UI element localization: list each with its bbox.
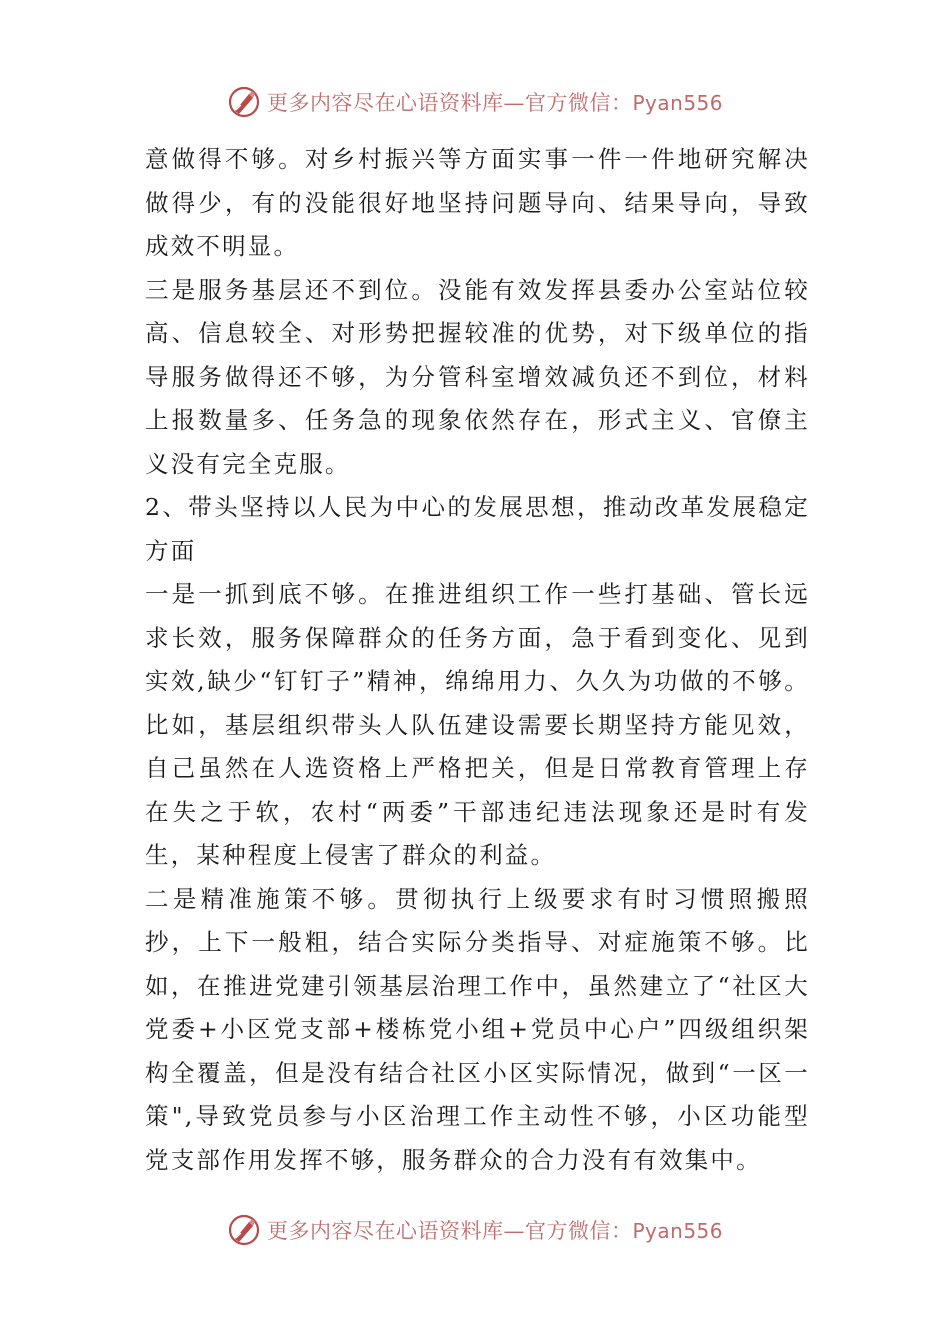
header-banner-label: 更多内容尽在心语资料库—官方微信： bbox=[266, 91, 633, 115]
header-banner bbox=[0, 82, 950, 122]
footer-banner-text bbox=[267, 1215, 723, 1245]
section-heading-2: 2、带头坚持以人民为中心的发展思想，推动改革发展稳定方面 bbox=[145, 493, 810, 565]
header-wechat-id: Pyan556 bbox=[632, 91, 723, 115]
pen-nib-logo-icon bbox=[227, 85, 261, 119]
document-body bbox=[145, 138, 810, 1182]
footer-banner-label: 更多内容尽在心语资料库—官方微信： bbox=[266, 1219, 633, 1243]
paragraph-1: 意做得不够。对乡村振兴等方面实事一件一件地研究解决做得少，有的没能很好地坚持问题导向、结果导向，导致成效不明显。 bbox=[145, 145, 810, 260]
pen-nib-logo-icon bbox=[227, 1213, 261, 1247]
paragraph-4: 二是精准施策不够。贯彻执行上级要求有时习惯照搬照抄，上下一般粗，结合实际分类指导、对症施策不够。比如，在推进党建引领基层治理工作中，虽然建立了“社区大党委+小区党支部+楼栋党小组+党员中心户”四级组织架构全覆盖，但是没有结合社区小区实际情况，做到“一区一策",导致党员参与小区治理工作主动性不够，小区功能型党支部作用发挥不够，服务群众的合力没有有效集中。 bbox=[145, 884, 810, 1174]
footer-banner bbox=[0, 1210, 950, 1250]
footer-wechat-id: Pyan556 bbox=[632, 1219, 723, 1243]
header-banner-text bbox=[267, 87, 723, 117]
paragraph-2: 三是服务基层还不到位。没能有效发挥县委办公室站位较高、信息较全、对形势把握较准的优势，对下级单位的指导服务做得还不够，为分管科室增效减负还不到位，材料上报数量多、任务急的现象依然存在，形式主义、官僚主义没有完全克服。 bbox=[145, 275, 810, 478]
paragraph-3: 一是一抓到底不够。在推进组织工作一些打基础、管长远求长效，服务保障群众的任务方面，急于看到变化、见到实效,缺少“钉钉子”精神，绵绵用力、久久为功做的不够。比如，基层组织带头人队伍建设需要长期坚持方能见效，自己虽然在人选资格上严格把关，但是日常教育管理上存在失之于软，农村“两委”干部违纪违法现象还是时有发生，某种程度上侵害了群众的利益。 bbox=[145, 580, 810, 869]
